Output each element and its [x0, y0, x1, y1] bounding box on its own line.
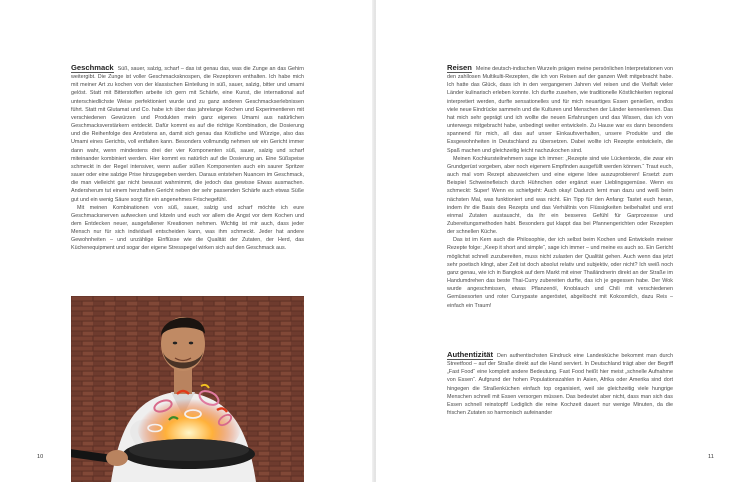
geschmack-paragraph-2: Mit meinen Kombinationen von süß, sauer, salzig und scharf möchte ich eure Geschmacksnerven aufwecken und kitzeln und euch vor allem die Angst vor dem Kochen und dem Entdecken neuer, ausgefallener Kreationen nehmen. Wichtig ist mir auch, dass jeder Mensch nur für sich individuell entscheiden kann, was ihm schmeckt. Jeder hat andere Gewohnheiten – und unzählige Einflüsse wie die Qualität der Zutaten, der Herd, das Küchenequipment und sogar der eigene Stresspegel wirken sich auf den Geschmack aus.	[71, 204, 304, 252]
section-title-authentizitaet: Authentizität	[447, 351, 493, 359]
right-page	[376, 0, 750, 482]
geschmack-paragraph-1: Geschmack Süß, sauer, salzig, scharf – das ist genau das, was die Zunge an das Gehirn weitergibt. Die Zunge ist voller Geschmacksknospen, die Rezeptoren enthalten. Ich habe mich mit meiner Art zu kochen von der klassischen Einteilung in süß, sauer, salzig, bitter und umami gelöst. Statt mit Bitterstoffen arbeite ich gern mit Schärfe, eine Kunst, die international auf unterschiedlichste Weise perfektioniert wurde und zu ganz anderen Geschmackserlebnissen führt. Statt mit Glutamat und Co. habe ich über das jahrelange Kochen und Experimentieren mit verschiedenen Gewürzen und Produkten mein ganz eigenes Umami aus natürlichen Geschmacksverstärkern entdeckt. Dafür kommt es auf die richtige Kombination, die Dosierung und die Reihenfolge des Anröstens an, damit sich genau das Köstliche und Würzige, also das Umami eines Gerichts, voll entfalten kann. Besonders vollmundig nehmen wir ein Gericht immer dann wahr, wenn mindestens drei der vier Komponenten süß, sauer, salzig und scharf miteinander kombiniert werden. Hier kommt es natürlich auf die Dosierung an. Eine Süßspeise schmeckt in der Regel intensiver, wenn außer süßen Komponenten auch ein saurer Spritzer sauer oder eine salzige Prise hinzugegeben werden. Daraus entstehen Nuancen im Geschmack, die man vielleicht gar nicht bewusst wahrnimmt, die jedoch das gewisse Etwas ausmachen. Andersherum tut einem herzhaften Gericht neben der sehr passenden Schärfe auch etwas Süße gut und ein wenig Säure sorgt für ein angenehmes Frischegefühl.	[71, 64, 304, 203]
left-page	[0, 0, 374, 482]
reisen-paragraph-1: Reisen Meine deutsch-indischen Wurzeln prägen meine persönlichen Interpretationen von den zahllosen Multikulti-Rezepten, die ich von Reisen auf der ganzen Welt mitgebracht habe. Ich hatte das Glück, dass ich in den vergangenen Jahren viel reisen und die Vielfalt vieler Länder kulinarisch erleben konnte. Ich durfte zusehen, wie traditionelle Köstlichkeiten regional interpretiert werden, durfte sensationelles und für mich neuartiges Essen genießen, endlos viele neue Eindrücke sammeln und die Kulturen und Menschen der Länder kennenlernen. Das hat mich sehr geprägt und ich wollte die neuen Erfahrungen und das Wissen, das ich von unterwegs mitgebracht habe, unbedingt weiter entwickeln. Zu Hause war es dann besonders spannend für mich, all das auf unser Einkaufsverhalten, unsere Produkte und die Essgewohnheiten in Deutschland zu übersetzen. Dabei wollte ich Rezepte entwickeln, die Spaß machen und gleichzeitig leicht nachzukochen sind.	[447, 64, 673, 154]
chef-photo-illustration	[71, 296, 304, 482]
section-title-reisen: Reisen	[447, 64, 472, 72]
authentizitaet-paragraph-1: Authentizität Den authentischsten Eindruck eine Landesküche bekommt man durch Streetfood – auf der Straße direkt auf die Hand serviert. In Deutschland trägt aber der Begriff „Fast Food“ eine komplett andere Bedeutung. Fast Food heißt hier meist „schnelle Aufnahme von Essen“. Aufgrund der hohen Populationszahlen in Asien, Afrika oder Amerika sind dort hingegen die Straßenküchen einfach top organisiert, weil sie gleichzeitig viele hungrige Menschen schnell mit Essen versorgen müssen. Das bedeutet aber nicht, dass man sich das Essen schnell reinstopft! Lediglich die reine Kochzeit dauert nur wenige Minuten, da die frischen Zutaten so harmonisch aufeinander	[447, 351, 673, 417]
page-number-left: 10	[37, 454, 44, 460]
geschmack-section	[71, 64, 304, 289]
page-number-right: 11	[708, 454, 714, 460]
chef-photo	[71, 296, 304, 482]
reisen-section	[447, 64, 673, 346]
reisen-paragraph-3: Das ist im Kern auch die Philosophie, der ich selbst beim Kochen und Entwickeln meiner Rezepte folge: „Keep it short and simple“, sage ich immer – und meine es auch so. Ein Gericht möglichst schnell zuzubereiten, muss nicht zulasten der Qualität gehen. Auch wenn das jetzt sehr poetisch klingt, aber Zeit ist doch absolut relativ und subjektiv, oder nicht? Ich weiß noch ganz genau, wie ich in Bangkok auf dem Markt mit einer Thailändnerin direkt an der Straße im Handumdrehen das beste Thai-Curry zubereiten durfte, das ich je gegessen habe. Der Wok wurde angeschmissen, etwas Pflanzenöl, Knoblauch und Chili mit verschiedenen Gemüsesorten und roter Currypaste angeröstet, abgelöscht mit Kokosmilch, dazu Reis – einfach ein Traum!	[447, 237, 673, 309]
reisen-paragraph-2: Meinen Kochkursteilnehmern sage ich immer: „Rezepte sind wie Lückentexte, die zwar ein Grundgerüst vorgeben, aber noch eigenem Empfinden ausgefüllt werden können.“ Traut euch, auch mal vom Rezept abzuweichen und eine eigene Idee auszuprobieren! Ersetzt zum Beispiel Schweinefleisch durch Hühnchen oder ergänzt euer Lieblingsgemüse. Wenn es schmeckt: Super! Wenn es schiefgeht: Auch okay! Dadurch lernt man dazu und weiß beim nächsten Mal, was funktioniert und was nicht. Ein Tipp für den Anfang: Tastet euch heran, indem ihr die Basis des Rezepts und das Verhältnis von Flüssigkeiten beibehaltet und erst einmal Zutaten austauscht, da ihr ein besseres Gefühl für Garprozesse und Zubereitungsmethoden habt. Besonders gut klappt das bei Pfannengerichten oder Rezepten der schnellen Küche.	[447, 155, 673, 236]
section-title-geschmack: Geschmack	[71, 64, 114, 72]
authentizitaet-section	[447, 351, 673, 461]
